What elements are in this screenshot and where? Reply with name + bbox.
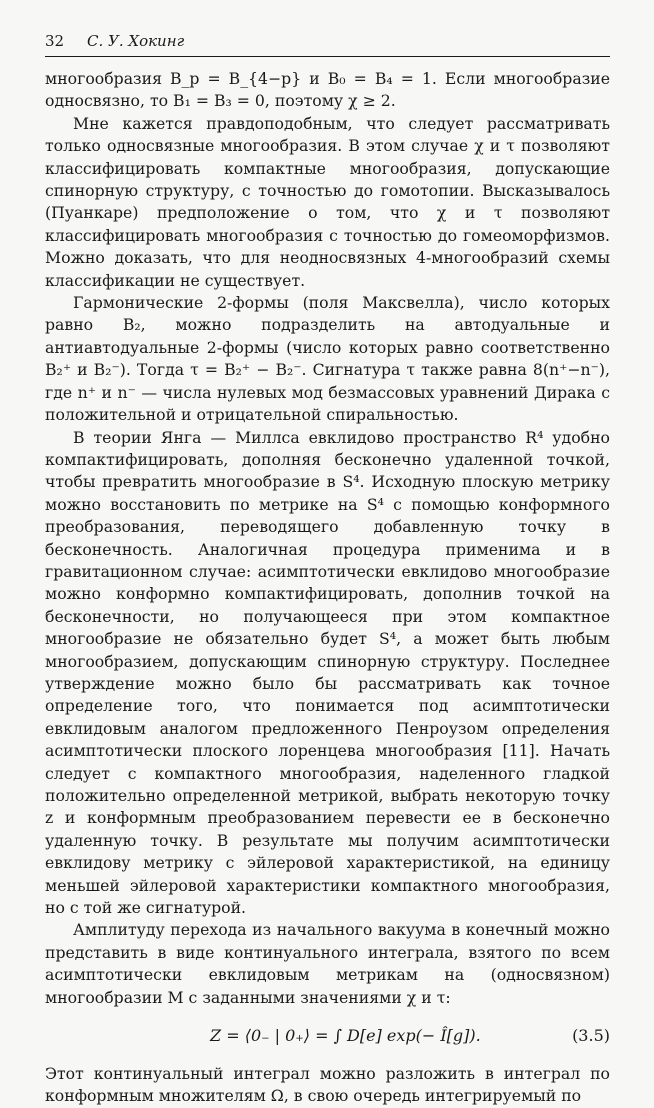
paragraph-4: В теории Янга — Миллса евклидово пространство R⁴ удобно компактифицировать, дополняя бесконечно удаленной точкой, чтобы превратить многообразие в S⁴. Исходную плоскую метрику можно восстановить по метрике на S⁴ с помощью конформного преобразования, переводящего добавленную точку в бесконечность. Аналогичная процедура применима и в гравитационном случае: асимптотически евклидово многообразие можно конформно компактифицировать, дополнив точкой на бесконечности, но получающееся при этом компактное многообразие не обязательно будет S⁴, а может быть любым многообразием, допускающим спинорную структуру. Последнее утверждение можно было бы рассматривать как точное определение того, что понимается под асимптотически евклидовым аналогом предложенного Пенроузом определения асимптотически плоского лоренцева многообразия [11]. Начать следует с компактного многообразия, наделенного гладкой положительно определенной метрикой, выбрать некоторую точку z и конформным преобразованием перевести ее в бесконечно удаленную точку. В результате мы получим асимптотически евклидову метрику с эйлеровой характеристикой, на единицу меньшей эйлеровой характеристики компактного многообразия, но с той же сигнатурой. xyxy=(45,427,610,918)
equation-label: (3.5) xyxy=(572,1026,610,1046)
text-body xyxy=(45,68,610,1108)
paragraph-2: Мне кажется правдоподобным, что следует рассматривать только односвязные многообразия. В этом случае χ и τ позволяют классифицировать компактные многообразия, допускающие спинорную структуру, с точностью до гомотопии. Высказывалось (Пуанкаре) предположение о том, что χ и τ позволяют классифицировать многообразия с точностью до гомеоморфизмов. Можно доказать, что для неодносвязных 4-многообразий схемы классификации не существует. xyxy=(45,113,610,290)
running-header xyxy=(45,30,610,52)
author-name: С. У. Хокинг xyxy=(87,32,185,50)
equation-3-5 xyxy=(45,1017,610,1057)
paragraph-3: Гармонические 2-формы (поля Максвелла), число которых равно B₂, можно подразделить на автодуальные и антиавтодуальные 2-формы (число которых равно соответственно B₂⁺ и B₂⁻). Тогда τ = B₂⁺ − B₂⁻. Сигнатура τ также равна 8(n⁺−n⁻), где n⁺ и n⁻ — числа нулевых мод безмассовых уравнений Дирака с положительной и отрицательной спиральностью. xyxy=(45,293,610,425)
paragraph-1: многообразия B_p = B_{4−p} и B₀ = B₄ = 1. Если многообразие односвязно, то B₁ = B₃ = 0, поэтому χ ≥ 2. xyxy=(45,69,610,111)
equation-formula: Z = ⟨0₋ | 0₊⟩ = ∫ D[e] exp(− Î[g]). xyxy=(210,1026,481,1046)
header-rule xyxy=(45,56,610,57)
paragraph-6: Этот континуальный интеграл можно разложить в интеграл по конформным множителям Ω, в свою очередь интегрируемый по xyxy=(45,1064,610,1106)
paragraph-5: Амплитуду перехода из начального вакуума в конечный можно представить в виде континуального интеграла, взятого по всем асимптотически евклидовым метрикам на (односвязном) многообразии M с заданными значениями χ и τ: xyxy=(45,920,610,1007)
page-number: 32 xyxy=(45,32,65,50)
